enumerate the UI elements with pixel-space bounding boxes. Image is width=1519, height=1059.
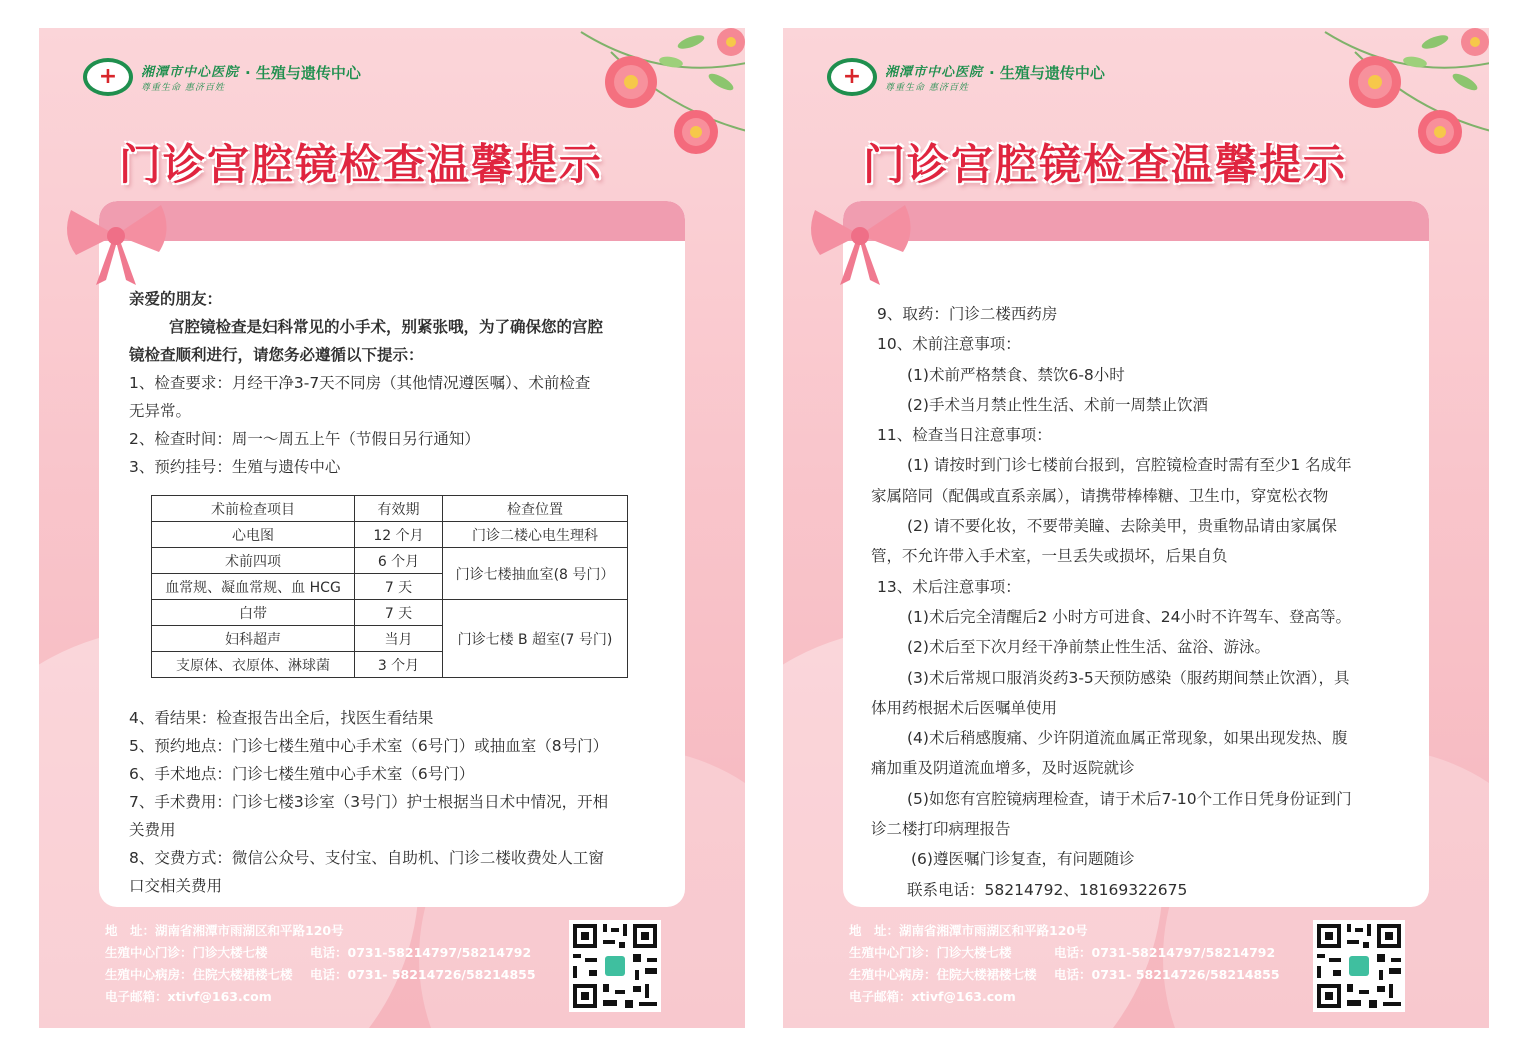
clinic-phone: 电话：0731-58214797/58214792 [1054,945,1276,960]
flyer-page-right [783,28,1489,1028]
table-header: 检查位置 [443,496,628,522]
table-row [152,548,628,574]
center-name: · 生殖与遗传中心 [989,63,1105,82]
footer-contact [105,920,536,1008]
notice-item: 无异常。 [129,402,192,420]
ward-phone: 电话：0731- 58214726/58214855 [1054,967,1280,982]
notice-item: 9、取药：门诊二楼西药房 [877,305,1058,323]
table-cell: 当月 [355,626,443,652]
table-cell: 血常规、凝血常规、血 HCG [152,574,355,600]
page-title: 门诊宫腔镜检查温馨提示 [119,140,604,189]
table-cell: 12 个月 [355,522,443,548]
notice-item: 7、手术费用：门诊七楼3诊室（3号门）护士根据当日术中情况，开相 [129,793,609,811]
content-card [843,201,1429,907]
notice-subitem: 诊二楼打印病理报告 [871,820,1011,839]
notice-subitem: (4)术后稍感腹痛、少许阴道流血属正常现象，如果出现发热、腹 [907,729,1348,748]
notice-subitem: (3)术后常规口服消炎药3-5天预防感染（服药期间禁止饮酒），具 [907,668,1350,687]
notice-item: 关费用 [129,821,176,839]
table-cell: 7 天 [355,574,443,600]
clinic-phone: 电话：0731-58214797/58214792 [310,945,532,960]
card-body [871,299,1405,905]
table-row [152,600,628,626]
notice-item: 10、术前注意事项： [877,335,1021,354]
card-header [99,201,685,241]
notice-item: 13、术后注意事项： [877,577,1021,596]
table-cell: 妇科超声 [152,626,355,652]
hospital-slogan: 尊重生命 惠济百姓 [141,83,225,93]
notice-item: 5、预约地点：门诊七楼生殖中心手术室（6号门）或抽血室（8号门） [129,737,609,755]
table-cell: 7 天 [355,600,443,626]
table-cell: 心电图 [152,522,355,548]
notice-subitem: (2)手术当月禁止性生活、术前一周禁止饮酒 [907,395,1208,414]
qr-code-icon [1313,920,1405,1012]
table-cell: 门诊七楼抽血室(8 号门） [443,548,628,600]
notice-subitem: (6)遵医嘱门诊复查，有问题随诊 [911,850,1135,869]
content-card [99,201,685,907]
email-text: 电子邮箱：xtivf@163.com [105,989,272,1004]
notice-item: 2、检查时间：周一～周五上午（节假日另行通知） [129,430,480,448]
notice-item: 口交相关费用 [129,877,223,895]
notice-subitem: (1)术后完全清醒后2 小时方可进食、24小时不许驾车、登高等。 [907,607,1351,626]
notice-subitem: (1)术前严格禁食、禁饮6-8小时 [907,365,1125,384]
table-header: 术前检查项目 [152,496,355,522]
notice-subitem: 体用药根据术后医嘱单使用 [871,698,1058,717]
flyer-page-left [39,28,745,1028]
hospital-name: 湘潭市中心医院 [885,65,984,80]
footer-contact [849,920,1280,1008]
ward-phone: 电话：0731- 58214726/58214855 [310,967,536,982]
notice-subitem: (2) 请不要化妆，不要带美瞳、去除美甲，贵重物品请由家属保 [907,517,1337,536]
notice-item: 3、预约挂号：生殖与遗传中心 [129,458,341,476]
page-title: 门诊宫腔镜检查温馨提示 [863,140,1348,189]
hospital-emblem-icon: + [83,58,133,96]
table-cell: 6 个月 [355,548,443,574]
clinic-location: 生殖中心门诊：门诊大楼七楼 [849,945,1012,960]
address-text: 地 址：湖南省湘潭市雨湖区和平路120号 [105,923,344,938]
table-cell: 支原体、衣原体、淋球菌 [152,652,355,678]
qr-code-icon [569,920,661,1012]
ribbon-bow-icon [805,190,915,290]
hospital-emblem-icon: + [827,58,877,96]
notice-subitem: (5)如您有宫腔镜病理检查，请于术后7-10个工作日凭身份证到门 [907,789,1352,808]
card-body [129,285,661,900]
notice-subitem: 管，不允许带入手术室，一旦丢失或损坏，后果自负 [871,547,1228,566]
notice-item: 6、手术地点：门诊七楼生殖中心手术室（6号门） [129,765,475,783]
table-row [152,522,628,548]
table-cell: 术前四项 [152,548,355,574]
contact-phone: 联系电话：58214792、18169322675 [907,880,1188,899]
hospital-logo [83,58,361,96]
hospital-slogan: 尊重生命 惠济百姓 [885,83,969,93]
ward-location: 生殖中心病房：住院大楼裙楼七楼 [105,967,293,982]
notice-subitem: (2)术后至下次月经干净前禁止性生活、盆浴、游泳。 [907,638,1270,657]
notice-subitem: (1) 请按时到门诊七楼前台报到，宫腔镜检查时需有至少1 名成年 [907,456,1352,475]
table-cell: 门诊二楼心电生理科 [443,522,628,548]
table-cell: 白带 [152,600,355,626]
notice-subitem: 痛加重及阴道流血增多，及时返院就诊 [871,759,1135,778]
hospital-name: 湘潭市中心医院 [141,65,240,80]
table-cell: 门诊七楼 B 超室(7 号门) [443,600,628,678]
notice-item: 11、检查当日注意事项： [877,426,1052,445]
address-text: 地 址：湖南省湘潭市雨湖区和平路120号 [849,923,1088,938]
ribbon-bow-icon [61,190,171,290]
intro-line: 镜检查顺利进行，请您务必遵循以下提示： [129,346,424,364]
notice-item: 4、看结果：检查报告出全后，找医生看结果 [129,709,434,727]
table-cell: 3 个月 [355,652,443,678]
table-header-row [152,496,628,522]
ward-location: 生殖中心病房：住院大楼裙楼七楼 [849,967,1037,982]
card-header [843,201,1429,241]
notice-item: 1、检查要求：月经干净3-7天不同房（其他情况遵医嘱）、术前检查 [129,374,591,392]
clinic-location: 生殖中心门诊：门诊大楼七楼 [105,945,268,960]
hospital-logo [827,58,1105,96]
notice-subitem: 家属陪同（配偶或直系亲属），请携带棒棒糖、卫生巾，穿宽松衣物 [871,486,1329,505]
notice-item: 8、交费方式：微信公众号、支付宝、自助机、门诊二楼收费处人工窗 [129,849,604,867]
table-header: 有效期 [355,496,443,522]
center-name: · 生殖与遗传中心 [245,63,361,82]
intro-line: 宫腔镜检查是妇科常见的小手术，别紧张哦，为了确保您的宫腔 [169,318,604,336]
exam-table [151,495,628,678]
email-text: 电子邮箱：xtivf@163.com [849,989,1016,1004]
greeting: 亲爱的朋友： [129,290,223,308]
